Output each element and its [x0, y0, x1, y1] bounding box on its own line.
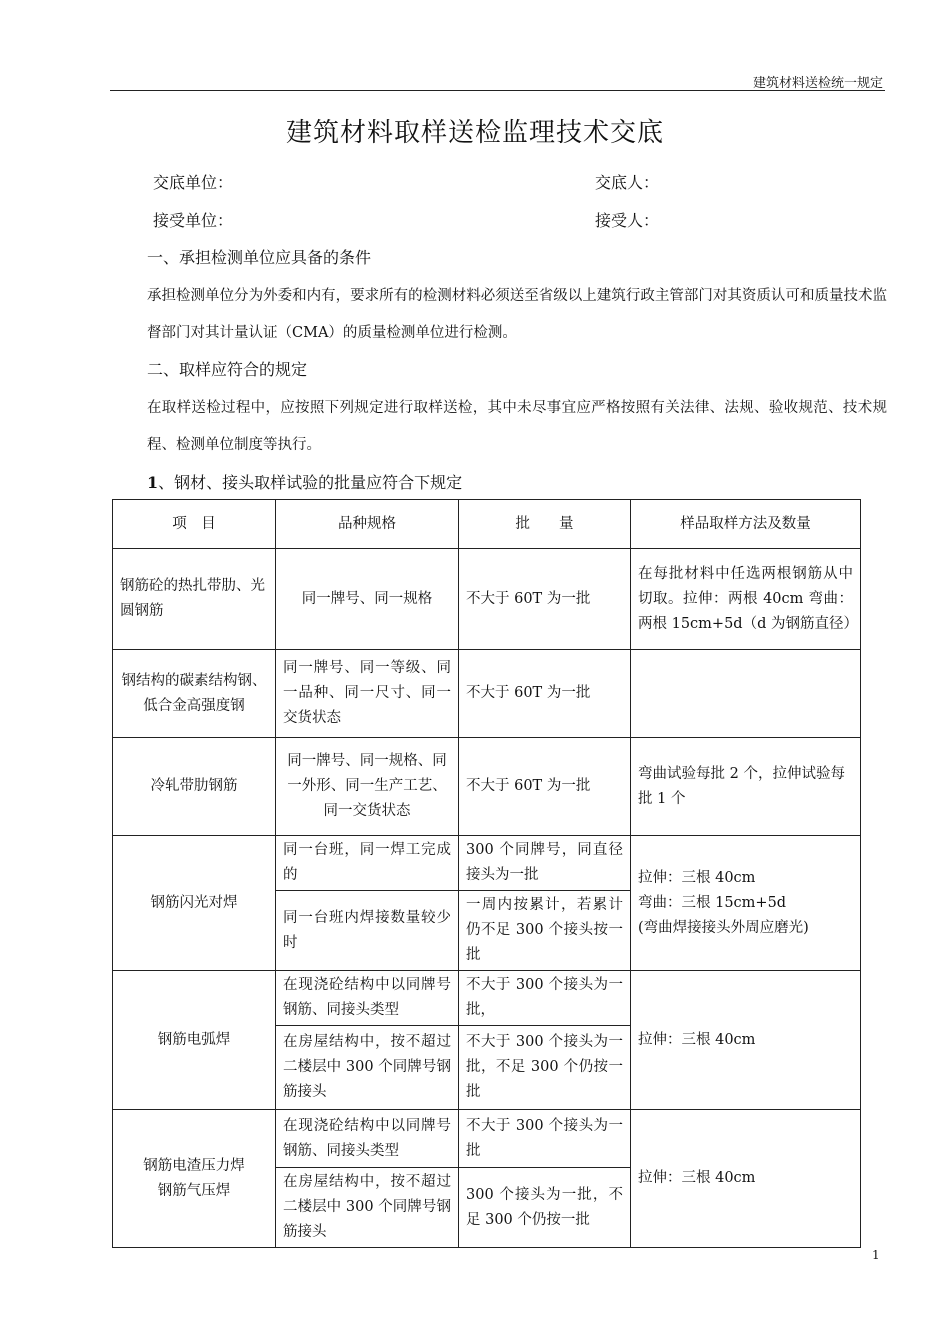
page-number: 1: [872, 1248, 880, 1262]
sample-line: 弯曲：三根 15cm+5d: [638, 894, 787, 911]
sample-cell: 拉伸：三根 40cm: [631, 971, 861, 1110]
table-row: [113, 549, 861, 650]
section1-heading: 一、承担检测单位应具备的条件: [147, 248, 372, 267]
table-row: [113, 971, 861, 1026]
spec-cell: 同一牌号、同一规格: [276, 549, 459, 650]
receive-unit-label: 接受单位：: [153, 211, 234, 230]
sample-cell: 弯曲试验每批 2 个，拉伸试验每批 1 个: [631, 738, 861, 836]
sample-line: 拉伸：三根 40cm: [638, 869, 756, 886]
table-header-row: [113, 500, 861, 549]
disclose-unit-label: 交底单位：: [153, 173, 234, 192]
sample-cell: 拉伸：三根 40cm: [631, 1110, 861, 1248]
table-row: [113, 836, 861, 891]
table-row: [113, 738, 861, 836]
section2-paragraph: 在取样送检过程中，应按照下列规定进行取样送检，其中未尽事宜应严格按照有关法律、法规、验收规范、技术规程、检测单位制度等执行。: [147, 400, 887, 453]
item-line: 钢筋气压焊: [157, 1182, 231, 1199]
table-row: [113, 650, 861, 738]
batch-cell: 300 个同牌号，同直径接头为一批: [459, 836, 631, 891]
spec-cell: 在现浇砼结构中以同牌号钢筋、同接头类型: [276, 971, 459, 1026]
item-cell: 钢筋电弧焊: [113, 971, 276, 1110]
spec-cell: 在房屋结构中，按不超过二楼层中 300 个同牌号钢筋接头: [276, 1168, 459, 1248]
item-cell: 冷轧带肋钢筋: [113, 738, 276, 836]
spec-cell: 同一台班，同一焊工完成的: [276, 836, 459, 891]
table-row: [113, 1110, 861, 1168]
spec-cell: 同一牌号、同一规格、同一外形、同一生产工艺、同一交货状态: [276, 738, 459, 836]
receiver-label: 接受人：: [595, 211, 660, 230]
subsection-text: 、钢材、接头取样试验的批量应符合下规定: [158, 473, 463, 492]
sampling-table: [112, 499, 861, 1248]
batch-cell: 不大于 60T 为一批: [459, 549, 631, 650]
item-cell: [113, 1110, 276, 1248]
header-item: 项 目: [113, 500, 276, 549]
batch-cell: 不大于 300 个接头为一批，: [459, 971, 631, 1026]
running-header: [110, 70, 885, 91]
sample-cell: 在每批材料中任选两根钢筋从中切取。拉伸：两根 40cm 弯曲：两根 15cm+5d（d 为钢筋直径）: [631, 549, 861, 650]
header-sample: 样品取样方法及数量: [631, 500, 861, 549]
batch-cell: 300 个接头为一批，不足 300 个仍按一批: [459, 1168, 631, 1248]
spec-cell: 在现浇砼结构中以同牌号钢筋、同接头类型: [276, 1110, 459, 1168]
batch-cell: 不大于 60T 为一批: [459, 738, 631, 836]
sample-cell: [631, 836, 861, 971]
section1-paragraph: 承担检测单位分为外委和内有，要求所有的检测材料必须送至省级以上建筑行政主管部门对其资质认可和质量技术监督部门对其计量认证（CMA）的质量检测单位进行检测。: [147, 288, 887, 341]
section2-heading: 二、取样应符合的规定: [147, 360, 308, 379]
item-cell: 钢筋砼的热扎带肋、光圆钢筋: [113, 549, 276, 650]
subsection-number: 1: [147, 473, 159, 492]
sample-line: (弯曲焊接接头外周应磨光): [638, 919, 809, 936]
batch-cell: 一周内按累计，若累计仍不足 300 个接头按一批: [459, 891, 631, 971]
batch-cell: 不大于 300 个接头为一批，不足 300 个仍按一批: [459, 1026, 631, 1110]
item-cell: 钢筋闪光对焊: [113, 836, 276, 971]
discloser-label: 交底人：: [595, 173, 660, 192]
spec-cell: 同一台班内焊接数量较少时: [276, 891, 459, 971]
batch-cell: 不大于 60T 为一批: [459, 650, 631, 738]
page-title: 建筑材料取样送检监理技术交底: [285, 118, 664, 148]
header-spec: 品种规格: [276, 500, 459, 549]
batch-cell: 不大于 300 个接头为一批: [459, 1110, 631, 1168]
running-header-text: 建筑材料送检统一规定: [752, 76, 883, 91]
spec-cell: 同一牌号、同一等级、同一品种、同一尺寸、同一交货状态: [276, 650, 459, 738]
header-batch: 批 量: [459, 500, 631, 549]
sample-cell: [631, 650, 861, 738]
item-cell: 钢结构的碳素结构钢、低合金高强度钢: [113, 650, 276, 738]
subsection-heading: [147, 470, 462, 493]
spec-cell: 在房屋结构中，按不超过二楼层中 300 个同牌号钢筋接头: [276, 1026, 459, 1110]
item-line: 钢筋电渣压力焊: [143, 1157, 245, 1174]
